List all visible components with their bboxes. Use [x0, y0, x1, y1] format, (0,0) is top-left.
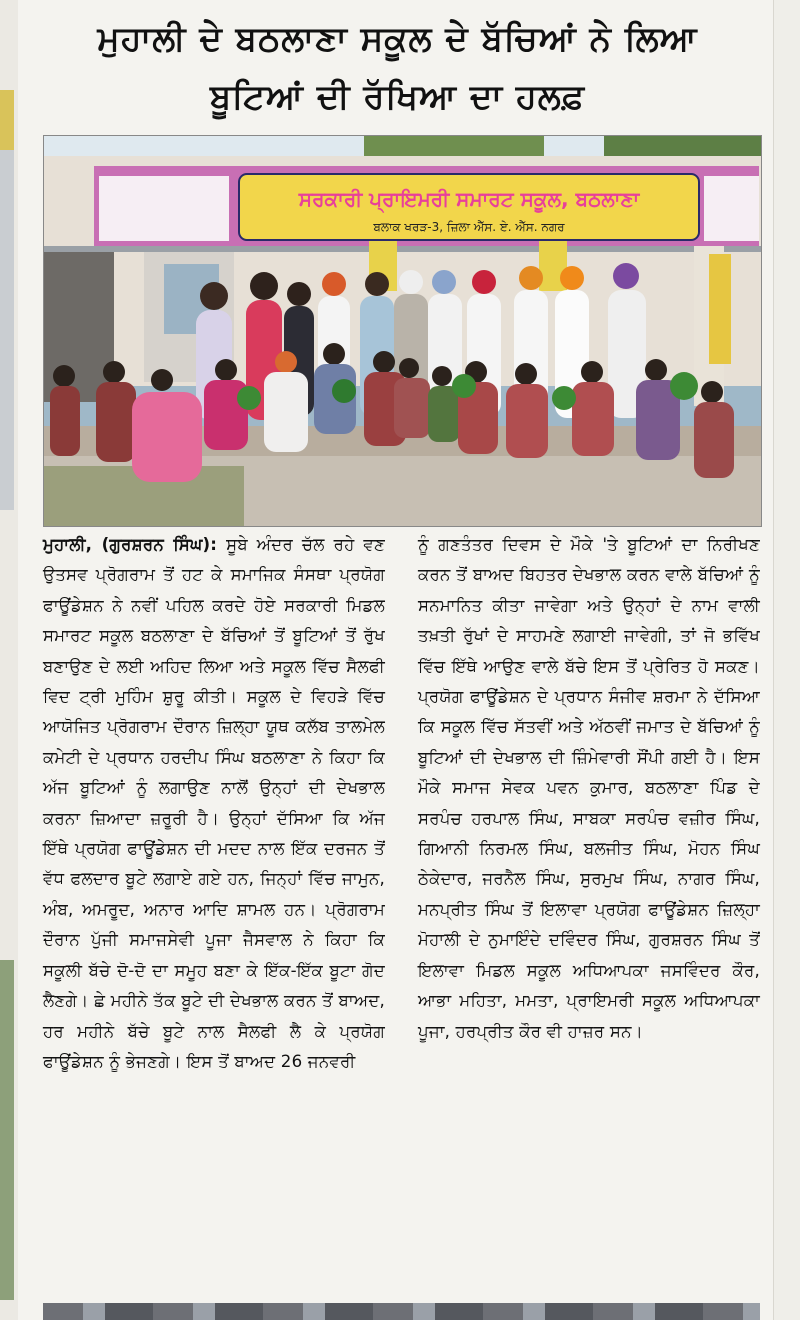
school-subsign-text: ਬਲਾਕ ਖਰੜ-3, ਜ਼ਿਲਾ ਐੱਸ. ਏ. ਐੱਸ. ਨਗਰ	[373, 220, 565, 234]
adjacent-column-right	[773, 0, 800, 1320]
article-text-left: ਸੂਬੇ ਅੰਦਰ ਚੱਲ ਰਹੇ ਵਣ ਉਤਸਵ ਪ੍ਰੋਗਰਾਮ ਤੋਂ ਹਟ ਕੇ ਸਮਾਜਿਕ ਸੰਸਥਾ ਪ੍ਰਯੋਗ ਫਾਊਂਡੇਸ਼ਨ ਨੇ ਨਵੀਂ ਪਹਿਲ ਕਰਦੇ ਹੋਏ ਸਰਕਾਰੀ ਮਿਡਲ ਸਮਾਰਟ ਸਕੂਲ ਬਠਲਾਣਾ ਦੇ ਬੱਚਿਆਂ ਤੋਂ ਬੂਟਿਆਂ ਤੋਂ ਰੁੱਖ ਬਣਾਉਣ ਦੇ ਲਈ ਅਹਿਦ ਲਿਆ ਅਤੇ ਸਕੂਲ ਵਿੱਚ ਸੈਲਫੀ ਵਿਦ ਟ੍ਰੀ ਮੁਹਿੰਮ ਸ਼ੁਰੂ ਕੀਤੀ। ਸਕੂਲ ਦੇ ਵਿਹੜੇ ਵਿੱਚ ਆਯੋਜਿਤ ਪ੍ਰੋਗਰਾਮ ਦੌਰਾਨ ਜ਼ਿਲ੍ਹਾ ਯੂਥ ਕਲੱਬ ਤਾਲਮੇਲ ਕਮੇਟੀ ਦੇ ਪ੍ਰਧਾਨ ਹਰਦੀਪ ਸਿੰਘ ਬਠਲਾਣਾ ਨੇ ਕਿਹਾ ਕਿ ਅੱਜ ਬੂਟਿਆਂ ਨੂੰ ਲਗਾਉਣ ਨਾਲੋਂ ਉਨ੍ਹਾਂ ਦੀ ਦੇਖਭਾਲ ਕਰਨਾ ਜ਼ਿਆਦਾ ਜ਼ਰੂਰੀ ਹੈ। ਉਨ੍ਹਾਂ ਦੱਸਿਆ ਕਿ ਅੱਜ ਇੱਥੇ ਪ੍ਰਯੋਗ ਫਾਊਂਡੇਸ਼ਨ ਦੀ ਮਦਦ ਨਾਲ ਇੱਕ ਦਰਜਨ ਤੋਂ ਵੱਧ ਫਲਦਾਰ ਬੂਟੇ ਲਗਾਏ ਗਏ ਹਨ, ਜਿਨ੍ਹਾਂ ਵਿੱਚ ਜਾਮੁਨ, ਅੰਬ, ਅਮਰੂਦ, ਅਨਾਰ ਆਦਿ ਸ਼ਾਮਲ ਹਨ। ਪ੍ਰੋਗਰਾਮ ਦੌਰਾਨ ਪੁੱਜੀ ਸਮਾਜਸੇਵੀ ਪੂਜਾ ਜੈਸਵਾਲ ਨੇ ਕਿਹਾ ਕਿ ਸਕੂਲੀ ਬੱਚੇ ਦੋ-ਦੋ ਦਾ ਸਮੂਹ ਬਣਾ ਕੇ ਇੱਕ-ਇੱਕ ਬੂਟਾ ਗੋਦ ਲੈਣਗੇ। ਛੇ ਮਹੀਨੇ ਤੱਕ ਬੂਟੇ ਦੀ ਦੇਖਭਾਲ ਕਰਨ ਤੋਂ ਬਾਅਦ, ਹਰ ਮਹੀਨੇ ਬੱਚੇ ਬੂਟੇ ਨਾਲ ਸੈਲਫੀ ਲੈ ਕੇ ਪ੍ਰਯੋਗ ਫਾਊਂਡੇਸ਼ਨ ਨੂੰ ਭੇਜਣਗੇ। ਇਸ ਤੋਂ ਬਾਅਦ 26 ਜਨਵਰੀ	[43, 535, 385, 1071]
headline-line-1: ਮੁਹਾਲੀ ਦੇ ਬਠਲਾਣਾ ਸਕੂਲ ਦੇ ਬੱਚਿਆਂ ਨੇ ਲਿਆ	[97, 19, 698, 59]
news-photo	[43, 135, 762, 527]
school-group-photo	[44, 136, 761, 526]
next-article-photo-strip	[43, 1303, 760, 1320]
school-sign-text: ਸਰਕਾਰੀ ਪ੍ਰਾਇਮਰੀ ਸਮਾਰਟ ਸਕੂਲ, ਬਠਲਾਣਾ	[298, 187, 640, 211]
article-column-right	[418, 530, 760, 1047]
article-column-left	[43, 530, 385, 1077]
headline-line-2: ਬੂਟਿਆਂ ਦੀ ਰੱਖਿਆ ਦਾ ਹਲਫ਼	[209, 77, 586, 117]
headline	[30, 10, 765, 126]
adjacent-column-left	[0, 0, 18, 1320]
byline: ਮੁਹਾਲੀ, (ਗੁਰਸ਼ਰਨ ਸਿੰਘ):	[43, 535, 218, 554]
article-text-right: ਨੂੰ ਗਣਤੰਤਰ ਦਿਵਸ ਦੇ ਮੌਕੇ 'ਤੇ ਬੂਟਿਆਂ ਦਾ ਨਿਰੀਖਣ ਕਰਨ ਤੋਂ ਬਾਅਦ ਬਿਹਤਰ ਦੇਖਭਾਲ ਕਰਨ ਵਾਲੇ ਬੱਚਿਆਂ ਨੂੰ ਸਨਮਾਨਿਤ ਕੀਤਾ ਜਾਵੇਗਾ ਅਤੇ ਉਨ੍ਹਾਂ ਦੇ ਨਾਮ ਵਾਲੀ ਤਖ਼ਤੀ ਰੁੱਖਾਂ ਦੇ ਸਾਹਮਣੇ ਲਗਾਈ ਜਾਵੇਗੀ, ਤਾਂ ਜੋ ਭਵਿੱਖ ਵਿੱਚ ਇੱਥੇ ਆਉਣ ਵਾਲੇ ਬੱਚੇ ਇਸ ਤੋਂ ਪ੍ਰੇਰਿਤ ਹੋ ਸਕਣ। ਪ੍ਰਯੋਗ ਫਾਊਂਡੇਸ਼ਨ ਦੇ ਪ੍ਰਧਾਨ ਸੰਜੀਵ ਸ਼ਰਮਾ ਨੇ ਦੱਸਿਆ ਕਿ ਸਕੂਲ ਵਿੱਚ ਸੱਤਵੀਂ ਅਤੇ ਅੱਠਵੀਂ ਜਮਾਤ ਦੇ ਬੱਚਿਆਂ ਨੂੰ ਬੂਟਿਆਂ ਦੀ ਦੇਖਭਾਲ ਦੀ ਜ਼ਿੰਮੇਵਾਰੀ ਸੌਂਪੀ ਗਈ ਹੈ। ਇਸ ਮੌਕੇ ਸਮਾਜ ਸੇਵਕ ਪਵਨ ਕੁਮਾਰ, ਬਠਲਾਣਾ ਪਿੰਡ ਦੇ ਸਰਪੰਚ ਹਰਪਾਲ ਸਿੰਘ, ਸਾਬਕਾ ਸਰਪੰਚ ਵਜ਼ੀਰ ਸਿੰਘ, ਗਿਆਨੀ ਨਿਰਮਲ ਸਿੰਘ, ਬਲਜੀਤ ਸਿੰਘ, ਮੋਹਨ ਸਿੰਘ ਠੇਕੇਦਾਰ, ਜਰਨੈਲ ਸਿੰਘ, ਸੁਰਮੁਖ ਸਿੰਘ, ਨਾਗਰ ਸਿੰਘ, ਮਨਪ੍ਰੀਤ ਸਿੰਘ ਤੋਂ ਇਲਾਵਾ ਪ੍ਰਯੋਗ ਫਾਊਂਡੇਸ਼ਨ ਜ਼ਿਲ੍ਹਾ ਮੋਹਾਲੀ ਦੇ ਨੁਮਾਇੰਦੇ ਦਵਿੰਦਰ ਸਿੰਘ, ਗੁਰਸ਼ਰਨ ਸਿੰਘ ਤੋਂ ਇਲਾਵਾ ਮਿਡਲ ਸਕੂਲ ਅਧਿਆਪਕਾ ਜਸਵਿੰਦਰ ਕੌਰ, ਆਭਾ ਮਹਿਤਾ, ਮਮਤਾ, ਪ੍ਰਾਇਮਰੀ ਸਕੂਲ ਅਧਿਆਪਕਾ ਪੂਜਾ, ਹਰਪ੍ਰੀਤ ਕੌਰ ਵੀ ਹਾਜ਼ਰ ਸਨ।	[418, 535, 760, 1041]
